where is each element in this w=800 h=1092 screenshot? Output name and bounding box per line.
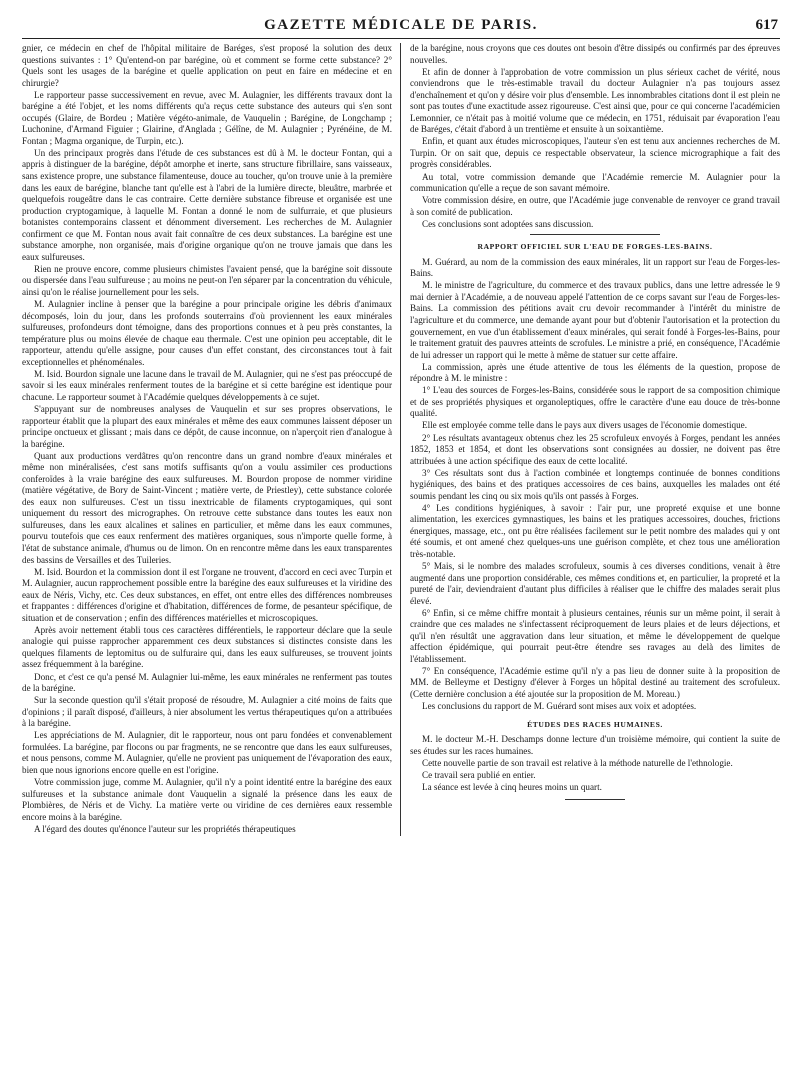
paragraph: Elle est employée comme telle dans le pays aux divers usages de l'économie domestique. <box>422 420 747 431</box>
paragraph: Sur la seconde question qu'il s'était proposé de résoudre, M. Aulagnier a cité moins de faits que d'opinions ; il paraît disposé, d'ailleurs, à nier absolument les vertus thérapeutiques qu'on a attribuées à la barégine. <box>22 695 392 729</box>
paragraph: Ces conclusions sont adoptées sans discussion. <box>422 218 594 229</box>
section-heading-forges: RAPPORT OFFICIEL SUR L'EAU DE FORGES-LES-BAINS. <box>477 242 713 252</box>
paragraph: La séance est levée à cinq heures moins un quart. <box>422 781 602 792</box>
paragraph: de la barégine, nous croyons que ces doutes ont besoin d'être dissipés ou confirmés par des épreuves nouvelles. <box>410 43 780 65</box>
races-study-paragraphs <box>410 734 780 793</box>
paragraph: Donc, et c'est ce qu'a pensé M. Aulagnier lui-même, les eaux minérales ne renferment pas toutes de la barégine. <box>22 671 392 694</box>
paragraph: gnier, ce médecin en chef de l'hôpital militaire de Baréges, s'est proposé la solution des deux questions suivantes : 1° Qu'entend-on par barégine, où et comment se forme cette substance? 2° Quels sont les usages de la barégine et quelle application on peut en faire en médecine et en chirurgie? <box>22 43 392 88</box>
column-divider <box>400 43 401 836</box>
paragraph: Le rapporteur passe successivement en revue, avec M. Aulagnier, les différents travaux dont la barégine a été l'objet, et les noms différents qu'a reçus cette substance des auteurs qui s'en sont occupés (Glaire, de Bordeu ; Matière végéto-animale, de Vauquelin ; Barégine, de Longchamp ; Luchonine, d'Armand Figuier ; Glairine, d'Anglada ; Gélîne, de M. Aulagnier ; Pyrénéine, de M. Fontan ; Magma organique, de Turpin, etc.). <box>22 89 392 146</box>
paragraph: M. Isid. Bourdon signale une lacune dans le travail de M. Aulagnier, qui ne s'est pas préoccupé de savoir si les eaux minérales renferment toutes de la barégine et si cette barégine est identique pour chacune. Le rapporteur soumet à l'Académie quelques développements à ce sujet. <box>22 368 392 402</box>
paragraph: 4° Les conditions hygiéniques, à savoir : l'air pur, une propreté exquise et une bonne alimentation, les exercices gymnastiques, les bains et les pratiques accessoires, douches, frictions énergiques, massage, etc., ont pu être réalisées facilement sur le petit nombre des malades qui y ont été soumis, et ont amené chez quelques-uns une guérison complète, et chez tous une amélioration très-notable. <box>410 502 780 559</box>
paragraph: Un des principaux progrès dans l'étude de ces substances est dû à M. le docteur Fontan, qui a appris à distinguer de la barégine, dépôt amorphe et inerte, sans structure fibrillaire, sans vaisseaux, sans existence propre, une substance filamenteuse, douce au toucher, qu'on trouve unie à la première dans les eaux de barégine, blanche tant qu'elle est à l'abri de la lumière directe, bleuâtre, marbrée et quelquefois rougeâtre dans le cas contraire. Cette dernière substance fibreuse et organisée est une production cryptogamique, à laquelle M. Fontan a donné le nom de sulfurraie, et que plusieurs botanistes contemporains classent et dénomment diversement. Les recherches de M. Aulagnier confirment ce que M. Fontan nous avait fait connaître de ces deux substances. La barégine est une substance amorphe, non organisée, mais d'origine organique qu'on ne trouve jamais que dans les eaux sulfureuses. <box>22 147 392 262</box>
paragraph: Après avoir nettement établi tous ces caractères différentiels, le rapporteur déclare que la seule analogie qui puisse rapprocher apparemment ces deux substances si distinctes consiste dans les quelques filaments de leptomitus ou de sulfuraire qui, dans les eaux sulfureuses, se trouvent joints assez fréquemment à la barégine. <box>22 624 392 670</box>
paragraph: Et afin de donner à l'approbation de votre commission un plus sérieux cachet de vérité, nous conviendrons que le très-estimable travail du docteur Aulagnier n'a pas toujours assez d'enchaînement et qu'on y désire voir plus d'ensemble. Les innombrables citations dont il est plein ne sont pas toutes d'une exactitude assez rigoureuse. C'est ainsi que, pour ce qui concerne l'académicien Lemonnier, ce n'était pas à moitié volume que ce médecin, en 1751, réduisait par évaporation l'eau de Baréges, c'était d'abord à un trentième et ensuite à un soixantième. <box>410 66 780 135</box>
paragraph: Cette nouvelle partie de son travail est relative à la méthode naturelle de l'ethnologie. <box>422 757 733 768</box>
paragraph: Votre commission juge, comme M. Aulagnier, qu'il n'y a point identité entre la barégine des eaux sulfureuses et la substance animale dont Vauquelin a signalé la présence dans les eaux de Plombières, de Néris et de Vichy. La matière verte ou viridine de ces dernières eaux ressemble encore moins à la barégine. <box>22 776 392 822</box>
page-number: 617 <box>755 17 778 33</box>
right-column-opening-paragraphs <box>410 43 780 230</box>
paragraph: M. le docteur M.-H. Deschamps donne lecture d'un troisième mémoire, qui contient la suite de ses études sur les races humaines. <box>410 734 780 756</box>
left-column <box>22 43 392 836</box>
end-divider <box>565 799 625 800</box>
paragraph: S'appuyant sur de nombreuses analyses de Vauquelin et sur ses propres observations, le rapporteur établit que la plupart des eaux minérales et même des eaux communes laissent déposer un principe onctueux et glissant ; mais dans ce dépôt, de cause inconnue, on n'aperçoit rien d'analogue à la barégine. <box>22 403 392 449</box>
paragraph: Quant aux productions verdâtres qu'on rencontre dans un grand nombre d'eaux minérales et même non minéralisées, c'est sans motifs suffisants qu'on a voulu assimiler ces productions conferoïdes à la vraie barégine des eaux sulfureuses. M. Bourdon propose de nommer viridine (matière végétative, de Bory de Saint-Vincent ; matière verte, de Priestley), cette substance colorée des eaux non sulfureuses. C'est un tissu inextricable de filaments cryptogamiques, qui sont uniquement du ressort des micrographes. On retrouve cette substance dans toutes les eaux non sulfureuses, dans les eaux alcalines et salines en particulier, et même dans les eaux communes, pourvu toutefois que ces eaux renferment des matières organiques, sous n'importe quelle forme, à l'état de substance animale, d'humus ou de limon. On en rencontre même dans les eaux transparentes des bassins de Versailles et des Tuileries. <box>22 450 392 565</box>
section-divider <box>530 234 660 235</box>
section-heading-races: ÉTUDES DES RACES HUMAINES. <box>527 719 663 729</box>
paragraph: Au total, votre commission demande que l'Académie remercie M. Aulagnier pour la communication qu'elle a reçue de son savant mémoire. <box>410 171 780 194</box>
paragraph: Votre commission désire, en outre, que l'Académie juge convenable de renvoyer ce grand travail à son comité de publication. <box>410 195 780 217</box>
paragraph: Les conclusions du rapport de M. Guérard sont mises aux voix et adoptées. <box>422 701 697 712</box>
paragraph: 1° L'eau des sources de Forges-les-Bains, considérée sous le rapport de sa composition chimique et de ses propriétés physiques et organoleptiques, offre le caractère d'une eau douce de très-bonne qualité. <box>410 385 780 419</box>
paragraph: 5° Mais, si le nombre des malades scrofuleux, soumis à ces diverses conditions, venait à être augmenté dans une proportion considérable, ces mêmes conditions et, en particulier, la propreté et la pureté de l'air, deviendraient d'autant plus difficiles à réaliser que le chiffre des malades serait plus élevé. <box>410 561 780 606</box>
paragraph: 6° Enfin, si ce même chiffre montait à plusieurs centaines, réunis sur un même point, il serait à craindre que ces malades ne s'infectassent réciproquement de leurs plaies et de leurs déjections, et qu'il n'en résultât une aggravation dans leur situation, et même le développement de quelque affection épidémique, qui pourrait peut-être étendre ses ravages au delà des limites de l'établissement. <box>410 607 780 664</box>
paragraph: Rien ne prouve encore, comme plusieurs chimistes l'avaient pensé, que la barégine soit dissoute ou dispersée dans l'eau sulfureuse ; au moins ne peut-on l'en séparer par la concentration du véhicule, ainsi qu'on le réalise journellement pour les sels. <box>22 263 392 297</box>
paragraph: 2° Les résultats avantageux obtenus chez les 25 scrofuleux envoyés à Forges, pendant les années 1852, 1853 et 1854, et dont les observations sont consignées au dossier, ne doivent pas être attribuées à une action spécifique des eaux de cette localité. <box>410 432 780 466</box>
right-column <box>410 43 780 836</box>
paragraph: M. Aulagnier incline à penser que la barégine a pour principale origine les débris d'animaux décomposés, loin du jour, dans les profonds souterrains d'où proviennent les eaux minérales sulfureuses, profondeurs dont témoigne, dans des proportions connues et à peu près constantes, la température plus ou moins élevée de chaque eau thermale. C'est une opinion peu acceptable, dit le rapporteur, attendu qu'elle assigne, pour causes d'un effet constant, des circonstances tout à fait exceptionnelles et phénoménales. <box>22 299 392 367</box>
forges-report-paragraphs <box>410 257 780 713</box>
paragraph: M. Guérard, au nom de la commission des eaux minérales, lit un rapport sur l'eau de Forges-les-Bains. <box>410 256 780 279</box>
paragraph: M. le ministre de l'agriculture, du commerce et des travaux publics, dans une lettre adressée le 9 mai dernier à l'Académie, a de nouveau appelé l'attention de ce corps savant sur l'eau de Forges-les-Bains. La commission des pétitions avait cru devoir recommander à l'intérêt du ministre de l'agriculture et du commerce, une demande ayant pour but d'obtenir l'autorisation et la protection du gouvernement, en vue d'un établissement d'eaux minérales, qui serait fondé à Forges-les-Bains, pour le traitement gratuit des pauvres atteints de scrofules. Le ministre a prié, en conséquence, l'Académie de lui adresser un rapport qui le mette à même de statuer sur cette affaire. <box>410 280 780 360</box>
paragraph: La commission, après une étude attentive de tous les éléments de la question, propose de répondre à M. le ministre : <box>410 361 780 384</box>
page-header <box>22 10 780 39</box>
paragraph: Ce travail sera publié en entier. <box>422 769 536 780</box>
paragraph: A l'égard des doutes qu'énonce l'auteur sur les propriétés thérapeutiques <box>34 823 296 834</box>
paragraph: M. Isid. Bourdon et la commission dont il est l'organe ne trouvent, d'accord en ceci avec Turpin et M. Aulagnier, aucun rapprochement possible entre la barégine des eaux sulfureuses et la viridine des eaux de Néris, Vichy, etc. Ces deux substances, en effet, ont entre elles des différences nombreuses et frappantes : différences d'origine et d'habitation, différences de forme, de pesanteur spécifique, de situation et de conservation ; enfin des différences matérielles et microscopiques. <box>22 566 392 623</box>
two-column-body <box>22 43 780 836</box>
newspaper-page <box>22 10 780 1080</box>
paragraph: Les appréciations de M. Aulagnier, dit le rapporteur, nous ont paru fondées et convenablement formulées. La barégine, par flocons ou par fragments, ne se rencontre que dans les eaux sulfureuses, et nous pensons, comme M. Aulagnier, qu'elle ne provient pas uniquement de l'évaporation des eaux, bien que nous ignorions encore quelle en est l'origine. <box>22 730 392 775</box>
journal-title: GAZETTE MÉDICALE DE PARIS. <box>264 17 538 33</box>
paragraph: Enfin, et quant aux études microscopiques, l'auteur s'en est tenu aux anciennes recherches de M. Turpin. Or on sait que, depuis ce respectable observateur, la science micrographique a fait des progrès considérables. <box>410 136 780 170</box>
paragraph: 7° En conséquence, l'Académie estime qu'il n'y a pas lieu de donner suite à la proposition de MM. de Belleyme et Destigny d'élever à Forges un hôpital destiné au traitement des scrofuleux. (Cette dernière conclusion a été ajoutée sur la proposition de M. Moreau.) <box>410 665 780 700</box>
paragraph: 3° Ces résultats sont dus à l'action combinée et longtemps continuée de bonnes conditions hygiéniques, des bains et des pratiques accessoires de ces bains, auxquelles les malades ont été soumis pendant les cinq ou six mois qu'ils ont passés à Forges. <box>410 467 780 501</box>
